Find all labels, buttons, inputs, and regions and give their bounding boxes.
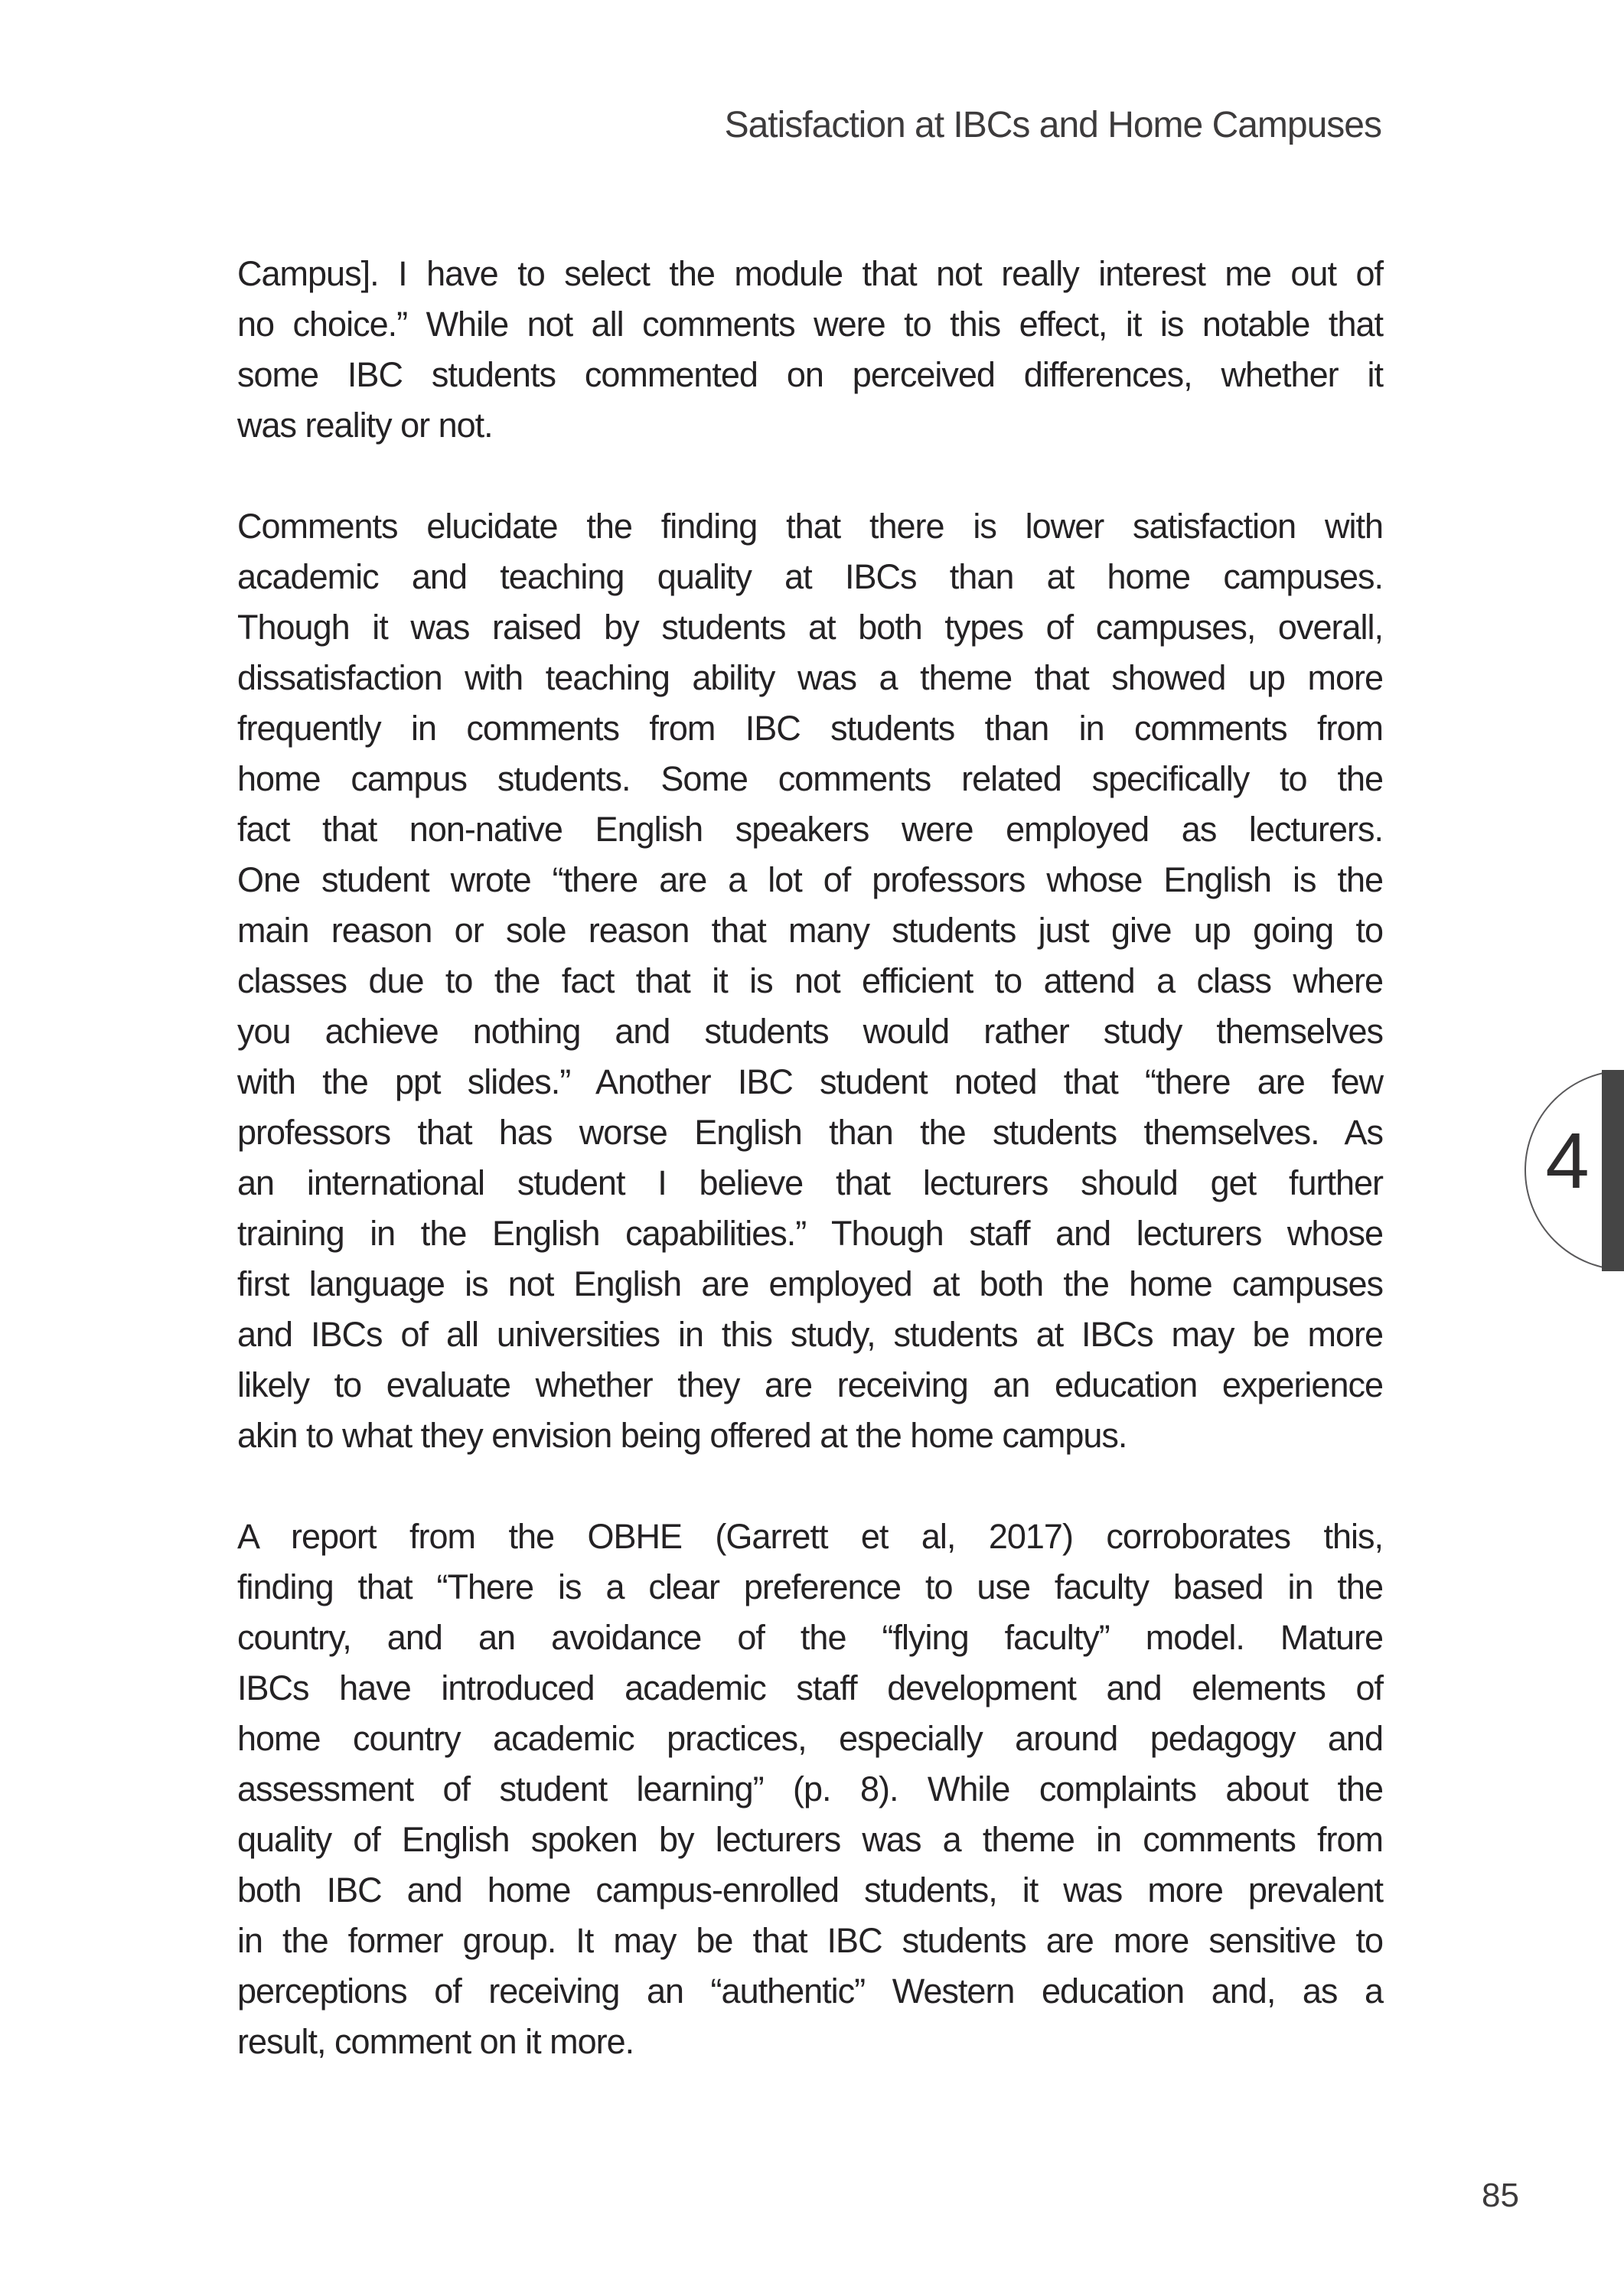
text-line: home campus students. Some comments related specifically to the bbox=[237, 759, 1383, 798]
paragraph bbox=[237, 249, 1383, 451]
running-header: Satisfaction at IBCs and Home Campuses bbox=[724, 105, 1381, 145]
text-line: assessment of student learning” (p. 8). While complaints about the bbox=[237, 1769, 1383, 1808]
text-line: main reason or sole reason that many students just give up going to bbox=[237, 911, 1383, 950]
text-line: Campus]. I have to select the module that not really interest me out of bbox=[237, 254, 1383, 293]
text-line: likely to evaluate whether they are receiving an education experience bbox=[237, 1365, 1383, 1404]
text-line: fact that non-native English speakers were employed as lecturers. bbox=[237, 810, 1383, 849]
text-line: with the ppt slides.” Another IBC student noted that “there are few bbox=[237, 1062, 1383, 1101]
text-line: finding that “There is a clear preference to use faculty based in the bbox=[237, 1567, 1383, 1606]
text-line: Comments elucidate the finding that there is lower satisfaction with bbox=[237, 507, 1383, 546]
text-line: One student wrote “there are a lot of professors whose English is the bbox=[237, 860, 1383, 899]
text-line: quality of English spoken by lecturers was a theme in comments from bbox=[237, 1820, 1383, 1859]
text-line: Though it was raised by students at both types of campuses, overall, bbox=[237, 608, 1383, 647]
text-line: and IBCs of all universities in this study, students at IBCs may be more bbox=[237, 1315, 1383, 1354]
text-line: classes due to the fact that it is not efficient to attend a class where bbox=[237, 961, 1383, 1000]
text-line: A report from the OBHE (Garrett et al, 2017) corroborates this, bbox=[237, 1517, 1383, 1556]
text-line: an international student I believe that lecturers should get further bbox=[237, 1163, 1383, 1202]
text-line: result, comment on it more. bbox=[237, 2022, 634, 2061]
text-line: was reality or not. bbox=[237, 406, 493, 445]
text-line: frequently in comments from IBC students than in comments from bbox=[237, 709, 1383, 748]
paragraph bbox=[237, 1512, 1383, 2067]
text-line: country, and an avoidance of the “flying faculty” model. Mature bbox=[237, 1618, 1383, 1657]
text-line: professors that has worse English than the students themselves. As bbox=[237, 1113, 1383, 1152]
text-line: both IBC and home campus-enrolled students, it was more prevalent bbox=[237, 1870, 1383, 1910]
text-line: you achieve nothing and students would rather study themselves bbox=[237, 1012, 1383, 1051]
text-line: training in the English capabilities.” Though staff and lecturers whose bbox=[237, 1214, 1383, 1253]
page-number: 85 bbox=[1482, 2177, 1519, 2214]
text-line: akin to what they envision being offered at the home campus. bbox=[237, 1416, 1127, 1455]
text-line: home country academic practices, especially around pedagogy and bbox=[237, 1719, 1383, 1758]
body-text bbox=[237, 249, 1383, 2067]
text-line: dissatisfaction with teaching ability was a theme that showed up more bbox=[237, 658, 1383, 697]
text-line: IBCs have introduced academic staff development and elements of bbox=[237, 1668, 1383, 1707]
text-line: no choice.” While not all comments were to this effect, it is notable that bbox=[237, 305, 1383, 344]
text-line: in the former group. It may be that IBC students are more sensitive to bbox=[237, 1921, 1383, 1960]
text-line: academic and teaching quality at IBCs than at home campuses. bbox=[237, 557, 1383, 596]
text-line: perceptions of receiving an “authentic” Western education and, as a bbox=[237, 1971, 1383, 2011]
paragraph bbox=[237, 501, 1383, 1461]
text-line: some IBC students commented on perceived differences, whether it bbox=[237, 355, 1383, 394]
chapter-number: 4 bbox=[1545, 1117, 1590, 1205]
text-line: first language is not English are employed at both the home campuses bbox=[237, 1264, 1383, 1303]
